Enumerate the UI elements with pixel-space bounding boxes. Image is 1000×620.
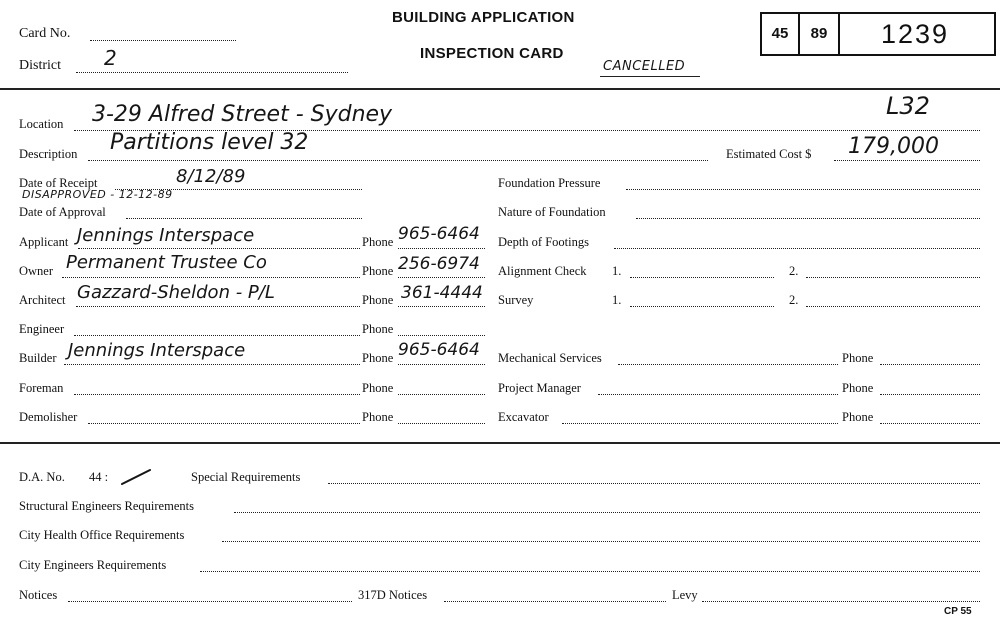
demolisher-phone-label: Phone — [362, 410, 394, 424]
card-number: 1239 — [880, 19, 950, 49]
foundation-pressure-field[interactable] — [626, 189, 980, 190]
levy-label: Levy — [672, 588, 698, 602]
mechanical-services-phone-label: Phone — [842, 351, 874, 365]
architect-phone-label: Phone — [362, 293, 394, 307]
alignment-check-num-1: 1. — [612, 264, 622, 278]
architect-value: Gazzard-Sheldon - P/L — [77, 282, 275, 303]
owner-label: Owner — [19, 264, 54, 278]
architect-phone-field[interactable] — [398, 306, 485, 307]
card-no-field[interactable] — [90, 40, 236, 41]
date-receipt-value: 8/12/89 — [176, 166, 246, 187]
project-manager-phone-field[interactable] — [880, 394, 980, 395]
levy-field[interactable] — [702, 601, 980, 602]
special-requirements-field[interactable] — [328, 483, 980, 484]
notices-317d-field[interactable] — [444, 601, 666, 602]
location-label: Location — [19, 117, 64, 131]
project-manager-phone-label: Phone — [842, 381, 874, 395]
level-note: L32 — [886, 92, 930, 120]
estimated-cost-label: Estimated Cost $ — [726, 147, 812, 161]
date-approval-field[interactable] — [126, 218, 362, 219]
notices-317d-label: 317D Notices — [358, 588, 428, 602]
form-subtitle: INSPECTION CARD — [420, 45, 564, 62]
architect-label: Architect — [19, 293, 66, 307]
estimated-cost-value: 179,000 — [848, 134, 939, 159]
notices-label: Notices — [19, 588, 58, 602]
foreman-phone-label: Phone — [362, 381, 394, 395]
card-number-box — [760, 12, 996, 56]
foreman-field[interactable] — [74, 394, 360, 395]
applicant-field[interactable] — [78, 248, 360, 249]
description-field[interactable] — [88, 160, 708, 161]
architect-phone-value: 361-4444 — [401, 283, 483, 303]
applicant-phone-value: 965-6464 — [398, 224, 480, 244]
owner-field[interactable] — [62, 277, 360, 278]
engineer-label: Engineer — [19, 322, 65, 336]
owner-phone-field[interactable] — [398, 277, 485, 278]
engineer-phone-label: Phone — [362, 322, 394, 336]
depth-of-footings-field[interactable] — [614, 248, 980, 249]
description-value: Partitions level 32 — [110, 130, 309, 155]
builder-field[interactable] — [64, 364, 360, 365]
survey-field-2[interactable] — [806, 306, 980, 307]
demolisher-label: Demolisher — [19, 410, 78, 424]
disapproved-note: DISAPPROVED - 12-12-89 — [22, 188, 173, 201]
section-divider — [0, 442, 1000, 444]
owner-phone-value: 256-6974 — [398, 254, 480, 274]
demolisher-phone-field[interactable] — [398, 423, 485, 424]
excavator-field[interactable] — [562, 423, 838, 424]
builder-phone-label: Phone — [362, 351, 394, 365]
header-divider — [0, 88, 1000, 90]
builder-label: Builder — [19, 351, 57, 365]
special-requirements-label: Special Requirements — [191, 470, 301, 484]
foreman-phone-field[interactable] — [398, 394, 485, 395]
applicant-label: Applicant — [19, 235, 69, 249]
survey-field-1[interactable] — [630, 306, 774, 307]
engineer-field[interactable] — [74, 335, 360, 336]
alignment-check-num-2: 2. — [789, 264, 799, 278]
nature-of-foundation-label: Nature of Foundation — [498, 205, 606, 219]
builder-phone-field[interactable] — [398, 364, 485, 365]
demolisher-field[interactable] — [88, 423, 360, 424]
mechanical-services-phone-field[interactable] — [880, 364, 980, 365]
foreman-label: Foreman — [19, 381, 64, 395]
year-value: 89 — [810, 25, 828, 42]
owner-phone-label: Phone — [362, 264, 394, 278]
owner-value: Permanent Trustee Co — [66, 252, 267, 273]
structural-engineers-label: Structural Engineers Requirements — [19, 499, 194, 513]
card-no-label: Card No. — [19, 26, 71, 41]
description-label: Description — [19, 147, 78, 161]
foundation-pressure-label: Foundation Pressure — [498, 176, 601, 190]
survey-num-1: 1. — [612, 293, 622, 307]
alignment-check-field-1[interactable] — [630, 277, 774, 278]
survey-label: Survey — [498, 293, 534, 307]
form-code: CP 55 — [944, 606, 972, 617]
district-label: District — [19, 58, 61, 73]
excavator-phone-label: Phone — [842, 410, 874, 424]
city-health-label: City Health Office Requirements — [19, 528, 185, 542]
mechanical-services-field[interactable] — [618, 364, 838, 365]
alignment-check-field-2[interactable] — [806, 277, 980, 278]
architect-field[interactable] — [76, 306, 360, 307]
district-field[interactable] — [76, 72, 348, 73]
notices-field[interactable] — [68, 601, 352, 602]
form-title: BUILDING APPLICATION — [392, 9, 575, 26]
builder-value: Jennings Interspace — [68, 340, 246, 361]
excavator-label: Excavator — [498, 410, 549, 424]
excavator-phone-field[interactable] — [880, 423, 980, 424]
structural-engineers-field[interactable] — [234, 512, 980, 513]
mechanical-services-label: Mechanical Services — [498, 351, 602, 365]
applicant-phone-label: Phone — [362, 235, 394, 249]
city-engineers-label: City Engineers Requirements — [19, 558, 167, 572]
survey-num-2: 2. — [789, 293, 799, 307]
project-manager-label: Project Manager — [498, 381, 581, 395]
engineer-phone-field[interactable] — [398, 335, 485, 336]
location-value: 3-29 Alfred Street - Sydney — [92, 102, 393, 127]
date-approval-label: Date of Approval — [19, 205, 106, 219]
city-engineers-field[interactable] — [200, 571, 980, 572]
applicant-value: Jennings Interspace — [77, 225, 255, 246]
applicant-phone-field[interactable] — [398, 248, 485, 249]
year-code: 45 — [771, 25, 789, 42]
district-value: 2 — [104, 46, 117, 70]
da-no-label: D.A. No. — [19, 470, 65, 484]
date-receipt-label: Date of Receipt — [19, 176, 98, 190]
da-no-slash-mark — [116, 466, 156, 488]
builder-phone-value: 965-6464 — [398, 340, 480, 360]
city-health-field[interactable] — [222, 541, 980, 542]
nature-of-foundation-field[interactable] — [636, 218, 980, 219]
cancelled-note: CANCELLED — [603, 59, 686, 74]
cancelled-underline — [600, 76, 700, 77]
depth-of-footings-label: Depth of Footings — [498, 235, 589, 249]
da-no-prefix: 44 : — [89, 470, 109, 484]
alignment-check-label: Alignment Check — [498, 264, 587, 278]
estimated-cost-field[interactable] — [834, 160, 980, 161]
project-manager-field[interactable] — [598, 394, 838, 395]
